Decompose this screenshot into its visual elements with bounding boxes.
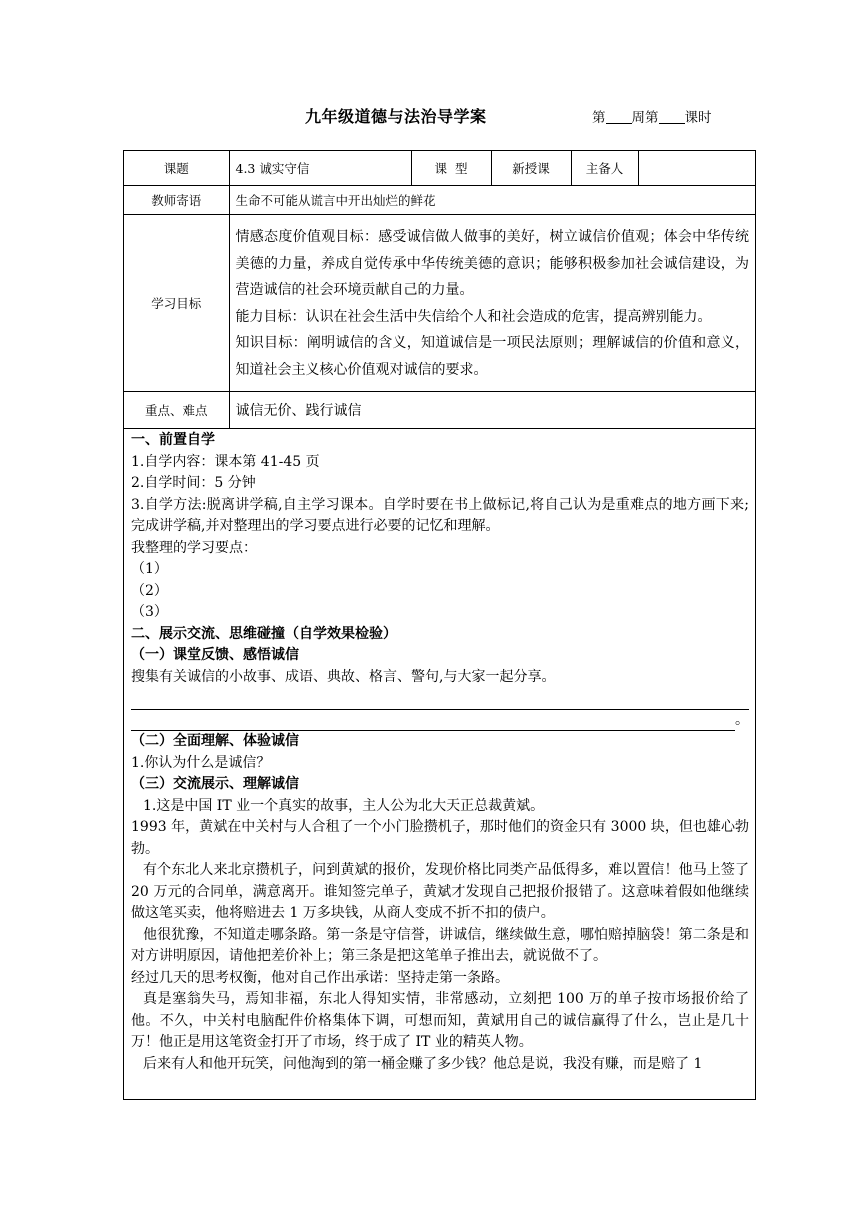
preparer-value bbox=[638, 151, 755, 185]
goals-row bbox=[124, 214, 755, 391]
story-paragraph-7: 后来有人和他开玩笑，问他淘到的第一桶金赚了多少钱？他总是说，我没有赚，而是赔了 1 bbox=[143, 1055, 703, 1072]
self-study-method: 3.自学方法:脱离讲学稿,自主学习课本。自学时要在书上做标记,将自己认为是重难点的地方画下来;完成讲学稿,并对整理出的学习要点进行必要的记忆和理解。 bbox=[131, 496, 749, 534]
title-line bbox=[0, 104, 860, 128]
week-mid: 周第 bbox=[631, 110, 659, 126]
section-2b-title: （二）全面理解、体验诚信 bbox=[131, 733, 299, 749]
goal-knowledge: 知识目标：阐明诚信的含义，知道诚信是一项民法原则；理解诚信的价值和意义，知道社会主义核心价值观对诚信的要求。 bbox=[235, 335, 749, 378]
goal-emotion: 情感态度价值观目标：感受诚信做人做事的美好，树立诚信价值观；体会中华传统美德的力量，养成自觉传承中华传统美德的意识；能够积极参加社会诚信建设，为营造诚信的社会环境贡献自己的力量。 bbox=[235, 229, 749, 298]
story-paragraph-2: 1993 年，黄斌在中关村与人合租了一个小门脸攒机子，那时他们的资金只有 3000 块，但也雄心勃勃。 bbox=[131, 819, 749, 857]
section-2-title: 二、展示交流、思维碰撞（自学效果检验） bbox=[131, 625, 397, 642]
story-paragraph-6: 真是塞翁失马，焉知非福，东北人得知实情，非常感动，立刻把 100 万的单子按市场报价给了他。不久，中关村电脑配件价格集体下调，可想而知，黄斌用自己的诚信赢得了什么，岂止是几十万！他正是用这笔资金打开了市场，终于成了 IT 业的精英人物。 bbox=[131, 991, 749, 1050]
goal-ability: 能力目标：认识在社会生活中失信给个人和社会造成的危害，提高辨别能力。 bbox=[235, 308, 712, 325]
answer-line-2[interactable] bbox=[131, 710, 749, 731]
section-2c-title: （三）交流展示、理解诚信 bbox=[131, 776, 299, 792]
key-points-row bbox=[124, 391, 755, 428]
week-blank bbox=[606, 110, 632, 124]
answer-line-end-mark: 。 bbox=[735, 711, 749, 728]
topic-label: 课题 bbox=[124, 151, 229, 185]
self-study-time: 2.自学时间：5 分钟 bbox=[131, 475, 256, 491]
section-1-title: 一、前置自学 bbox=[131, 432, 215, 448]
type-value: 新授课 bbox=[491, 151, 571, 185]
lesson-info-table bbox=[124, 151, 755, 429]
story-paragraph-3: 有个东北人来北京攒机子，问到黄斌的报价，发现价格比同类产品低得多，难以置信！他马上签了 20 万元的合同单，满意离开。谁知签完单子，黄斌才发现自己把报价报错了。这意味着假如他继续做这笔买卖，他将赔进去 1 万多块钱，从商人变成不折不扣的债户。 bbox=[131, 862, 749, 921]
study-point-1: （1） bbox=[131, 561, 168, 577]
answer-line-2-rule bbox=[131, 714, 735, 731]
key-points-label: 重点、难点 bbox=[124, 391, 229, 428]
teacher-message-row bbox=[124, 185, 755, 214]
goals-label: 学习目标 bbox=[124, 214, 229, 391]
study-points-label: 我整理的学习要点： bbox=[131, 539, 257, 556]
teacher-message-label: 教师寄语 bbox=[124, 185, 229, 214]
key-points-value: 诚信无价、践行诚信 bbox=[229, 391, 755, 428]
answer-line-1[interactable] bbox=[131, 688, 749, 710]
week-prefix: 第 bbox=[592, 110, 606, 126]
section-2a-text: 搜集有关诚信的小故事、成语、典故、格言、警句,与大家一起分享。 bbox=[131, 668, 556, 685]
topic-row bbox=[124, 151, 755, 185]
preparer-label: 主备人 bbox=[571, 151, 638, 185]
period-blank bbox=[659, 110, 685, 124]
self-study-content: 1.自学内容：课本第 41-45 页 bbox=[131, 453, 320, 470]
goals-content bbox=[229, 214, 755, 391]
story-paragraph-4: 他很犹豫，不知道走哪条路。第一条是守信誉，讲诚信，继续做生意，哪怕赔掉脑袋！第二条是和对方讲明原因，请他把差价补上；第三条是把这笔单子推出去，就说做不了。 bbox=[131, 926, 749, 964]
study-point-2: （2） bbox=[131, 582, 168, 599]
story-paragraph-1: 1.这是中国 IT 业一个真实的故事，主人公为北大天正总裁黄斌。 bbox=[143, 797, 545, 814]
type-label: 课 型 bbox=[411, 151, 491, 185]
page-title: 九年级道德与法治导学案 bbox=[305, 107, 487, 126]
teacher-message-value: 生命不可能从谎言中开出灿烂的鲜花 bbox=[229, 185, 755, 214]
week-suffix: 课时 bbox=[684, 110, 712, 126]
lesson-body bbox=[124, 428, 755, 1075]
section-2a-title: （一）课堂反馈、感悟诚信 bbox=[131, 647, 299, 663]
week-period-line bbox=[592, 106, 712, 126]
lesson-plan-frame bbox=[123, 150, 756, 1100]
question-1: 1.你认为什么是诚信？ bbox=[131, 754, 271, 771]
study-point-3: （3） bbox=[131, 604, 168, 620]
story-paragraph-5: 经过几天的思考权衡，他对自己作出承诺：坚持走第一条路。 bbox=[131, 969, 509, 986]
topic-value: 4.3 诚实守信 bbox=[229, 151, 411, 185]
